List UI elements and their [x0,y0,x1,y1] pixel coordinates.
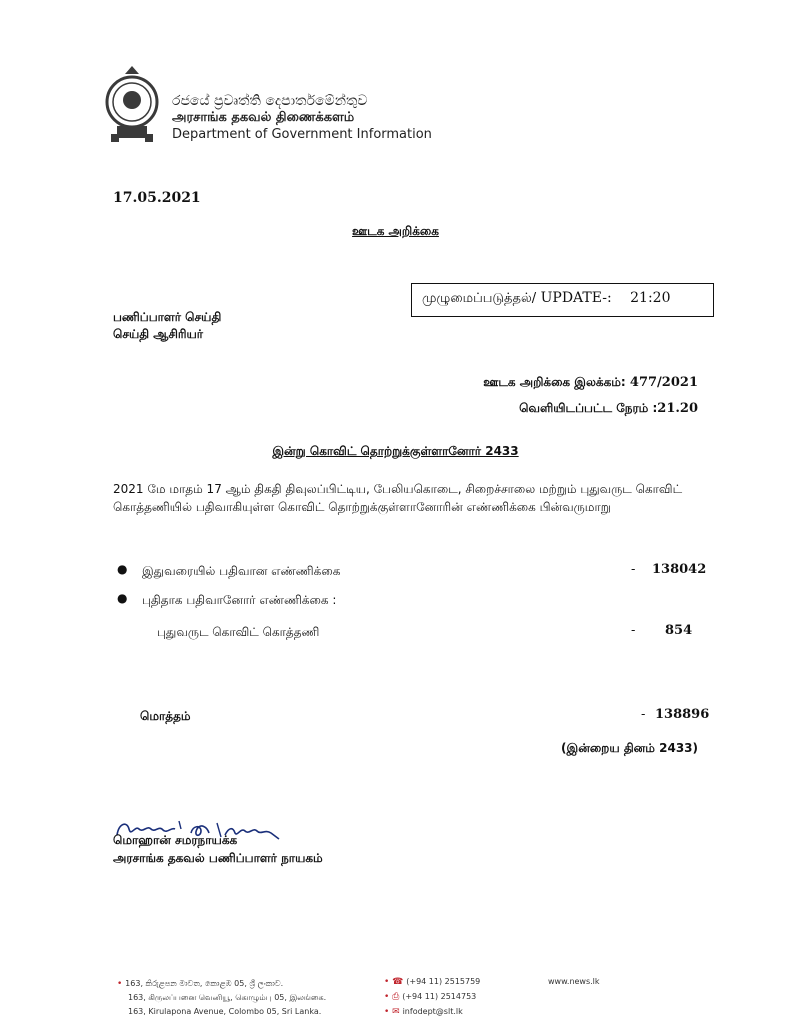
update-time: 21:20 [630,290,671,306]
footer-website-link[interactable]: www.news.lk [548,977,600,986]
bullet-icon: ● [117,591,128,605]
signatory-title: அரசாங்க தகவல் பணிப்பாளர் நாயகம் [113,851,323,865]
footer-address-sinhala: • 163, කිරුළපන මාවත, කොළඹ 05, ශ්‍රී ලංකාව. [117,979,284,989]
recipient-director-news: பணிப்பாளர் செய்தி [113,310,222,324]
email-icon: • ✉ [384,1007,403,1017]
document-date: 17.05.2021 [113,190,201,206]
footer-phone: • ☎ (+94 11) 2515759 [384,977,481,987]
footer-fax: • ⎙ (+94 11) 2514753 [384,992,477,1002]
cluster-value: 854 [665,623,693,638]
document-title: ஊடக அறிக்கை [352,224,439,238]
total-so-far-label: இதுவரையில் பதிவான எண்ணிக்கை [142,564,341,578]
government-emblem-logo [103,64,161,144]
dash-separator: - [641,707,646,722]
release-time-value: 21.20 [657,401,698,416]
total-value: 138896 [655,707,710,722]
footer-email[interactable]: • ✉ infodept@slt.lk [384,1007,463,1017]
release-number-value: 477/2021 [629,375,698,390]
update-prefix: முழுமைப்படுத்தல்/ [422,291,537,306]
update-label: UPDATE-: [540,290,612,306]
release-time-label: வெளியிடப்பட்ட நேரம் : [519,401,658,415]
footer-address-tamil: 163, கிருலப்பனை வெனியூ, கொழும்பு 05, இலங்கை. [128,993,327,1002]
today-count: (இன்றைய தினம் 2433) [561,741,698,755]
new-cases-label: புதிதாக பதிவானோர் எண்ணிக்கை : [142,593,337,607]
org-name-sinhala: රජයේ ප්‍රවෘත්ති දෙපාර්තමේන්තුව [172,93,368,109]
footer-address-english: 163, Kirulapona Avenue, Colombo 05, Sri Lanka. [128,1007,322,1016]
cluster-label: புதுவருட கொவிட் கொத்தணி [157,625,320,639]
fax-icon: • ⎙ [384,992,403,1002]
bullet-icon: ● [117,562,128,576]
recipient-news-editor: செய்தி ஆசிரியர் [113,327,204,341]
bullet-icon: • [117,979,126,989]
release-number-label: ஊடக அறிக்கை இலக்கம்: [483,375,626,389]
org-name-tamil: அரசாங்க தகவல் திணைக்களம் [172,110,355,125]
report-heading: இன்று கொவிட் தொற்றுக்குள்ளானோர் 2433 [272,444,519,458]
release-number [483,375,698,391]
signatory-name: மொஹான் சமரநாயக்க [113,833,238,847]
dash-separator: - [631,623,636,638]
report-paragraph: 2021 மே மாதம் 17 ஆம் திகதி திவுலப்பிட்டிய, பேலியகொடை, சிறைச்சாலை மற்றும் புதுவருட கொவிட் கொத்தணியில் பதிவாகியுள்ள கொவிட் தொற்றுக்குள்ளானோரின் எண்ணிக்கை பின்வருமாறு [113,482,683,514]
total-label: மொத்தம் [140,709,191,723]
release-time [519,401,698,417]
dash-separator: - [631,562,636,577]
update-box [411,283,714,317]
total-so-far-value: 138042 [652,562,707,577]
org-name-english: Department of Government Information [172,127,432,142]
phone-icon: • ☎ [384,977,407,987]
